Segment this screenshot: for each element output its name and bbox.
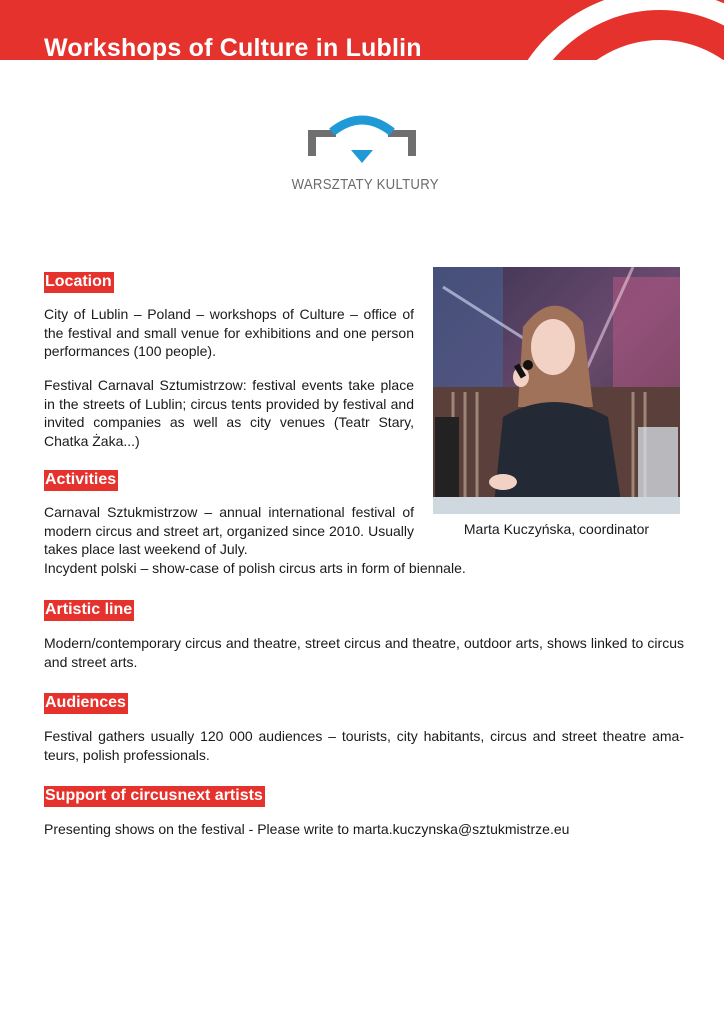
portrait-image [433,267,680,514]
section-heading-artistic-line: Artistic line [44,600,134,621]
audiences-paragraph: Festival gathers usually 120 000 audiences – tourists, city habitants, circus and street theatre ama-teurs, polish professionals. [44,728,684,763]
page-title: Workshops of Culture in Lublin [44,34,422,60]
section-heading-activities: Activities [44,470,118,491]
coordinator-photo [433,267,680,514]
location-paragraph-1: City of Lublin – Poland – workshops of Culture – office of the festival and small venue for exhibitions and one person performances (100 people). [44,306,414,359]
artistic-line-paragraph: Modern/contemporary circus and theatre, street circus and theatre, outdoor arts, shows linked to circus and street arts. [44,635,684,670]
activities-paragraph-2: Incydent polski – show-case of polish circus arts in form of biennale. [44,560,466,576]
header-band [0,0,724,60]
photo-caption: Marta Kuczyńska, coordinator [463,521,650,537]
logo-mark-icon [282,114,442,174]
section-heading-location: Location [44,272,114,293]
location-paragraph-2: Festival Carnaval Sztumistrzow: festival events take place in the streets of Lublin; circus tents provided by festival and invited companies as well as city venues (Teatr Stary, Chatka Żaka...) [44,377,414,449]
activities-paragraph-1: Carnaval Sztukmistrzow – annual international festival of modern circus and street art, organized since 2010. Usually takes place last weekend of July. [44,504,414,557]
support-paragraph: Presenting shows on the festival - Please write to marta.kuczynska@sztukmistrze.eu [44,821,570,837]
section-heading-audiences: Audiences [44,693,128,714]
section-heading-support: Support of circusnext artists [44,786,265,807]
logo-wordmark: WARSZTATY KULTURY [291,176,439,193]
warsztaty-kultury-logo [282,114,442,204]
